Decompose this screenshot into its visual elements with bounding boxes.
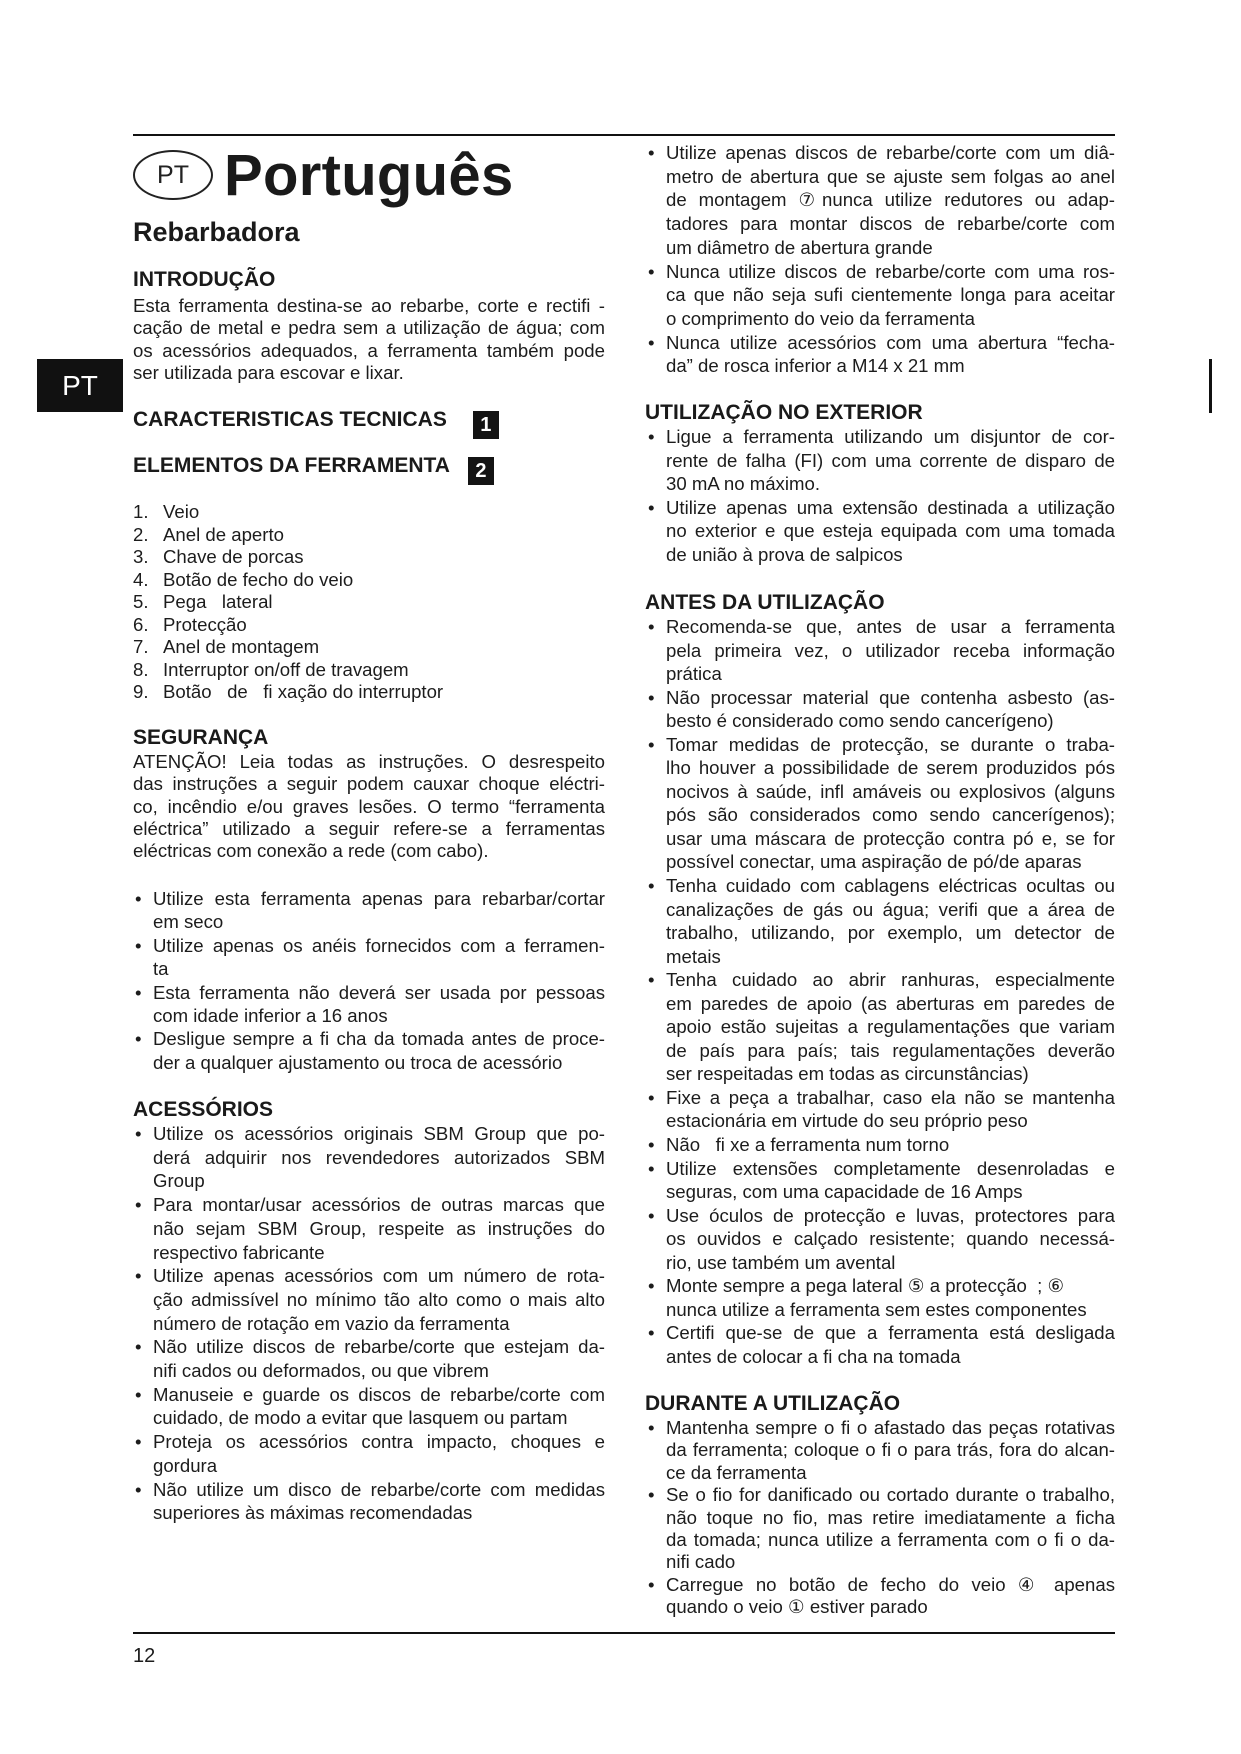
text-line: os acessórios adequados, a ferramenta também pode (133, 339, 605, 361)
side-tab-label: PT (62, 369, 98, 401)
bullet-line: pela primeira vez, o utilizador receba informação (666, 639, 1115, 661)
text-line: cação de metal e pedra sem a utilização de água; com (133, 317, 605, 339)
seguranca-bullets (135, 887, 605, 1074)
list-item-text: Protecção (163, 613, 247, 635)
list-item-text: Anel de aperto (163, 523, 284, 545)
figure-ref-badge: 2 (468, 457, 494, 485)
bullet-item (135, 1383, 605, 1430)
bullet-line: da tomada; nunca utilize a ferramenta com o fi o da- (666, 1529, 1115, 1551)
bullet-line: apoio estão sujeitas a regulamentações que variam (666, 1016, 1115, 1038)
bullet-line: ser respeitadas em todas as circunstâncias) (666, 1063, 1029, 1085)
bullet-line: possível conectar, uma aspiração de pó/de aparas (666, 851, 1082, 873)
bullet-line: gordura (153, 1454, 218, 1476)
acessorios-bullets (135, 1122, 605, 1525)
elementos-heading (133, 453, 494, 485)
bullet-line: metais (666, 945, 721, 967)
bullet-item (135, 1122, 605, 1193)
bullet-line: • Não fi xe a ferramenta num torno (666, 1134, 950, 1156)
bullet-line: estacionária em virtude do seu próprio peso (666, 1110, 1028, 1132)
bullet-item (648, 1204, 1115, 1275)
bullet-line: prática (666, 663, 722, 685)
bullet-line: cuidado, de modo a evitar que lasquem ou partam (153, 1407, 568, 1429)
bullet-item (135, 1335, 605, 1382)
bullet-line: • Mantenha sempre o fi o afastado das peças rotativas (666, 1417, 1115, 1438)
bullet-line: não toque no fio, mas retire imediatamente a ficha (666, 1506, 1115, 1528)
bullet-line: ca que não seja sufi cientemente longa para aceitar (666, 284, 1115, 306)
bullet-line: • Use óculos de protecção e luvas, protectores para (666, 1204, 1115, 1226)
bullet-line: de união à prova de salpicos (666, 543, 903, 565)
language-badge-label: PT (157, 160, 189, 189)
bullet-item (648, 733, 1115, 874)
bullet-line: não sejam SBM Group, respeite as instruções do (153, 1217, 605, 1239)
bullet-item (135, 1027, 605, 1074)
bullet-line: da ferramenta; coloque o fi o para trás, fora do alcan- (666, 1439, 1115, 1461)
list-item-number: 9. (133, 681, 149, 702)
bullet-line: nocivos à saúde, infl amáveis ou explosivos (alguns (666, 780, 1115, 802)
bullet-line: • Desligue sempre a fi cha da tomada antes de proce- (153, 1028, 605, 1050)
montagem-bullets (648, 141, 1115, 378)
bullet-line: • Utilize extensões completamente desenroladas e (666, 1157, 1115, 1179)
bullet-line: • Manuseie e guarde os discos de rebarbe/corte com (153, 1383, 605, 1405)
bullet-line: ce da ferramenta (666, 1461, 807, 1483)
bullet-line: • Recomenda-se que, antes de usar a ferramenta (666, 616, 1115, 637)
bullet-line: • Proteja os acessórios contra impacto, choques e (153, 1431, 605, 1453)
bullet-line: • Não utilize um disco de rebarbe/corte com medidas (153, 1478, 605, 1500)
introducao-heading: INTRODUÇÃO (133, 268, 276, 291)
bullet-line: • Não processar material que contenha asbesto (as- (666, 686, 1115, 708)
antes-bullets (648, 615, 1115, 1369)
numbered-list-item (133, 659, 605, 682)
bullet-line: nifi cados ou deformados, ou que vibrem (153, 1360, 489, 1382)
bullet-line: • Utilize os acessórios originais SBM Group que po- (153, 1123, 605, 1144)
bullet-line: quando o veio ① estiver parado (666, 1596, 928, 1618)
page-number: 12 (133, 1645, 156, 1667)
bullet-line: • Nunca utilize acessórios com uma abertura “fecha- (666, 331, 1115, 353)
bullet-item (648, 1133, 1115, 1157)
bullet-line: • Não utilize discos de rebarbe/corte que estejam da- (153, 1336, 605, 1358)
bullet-item (135, 1193, 605, 1264)
bullet-line: da” de rosca inferior a M14 x 21 mm (666, 355, 965, 377)
bullet-item (648, 331, 1115, 378)
bullet-line: nifi cado (666, 1551, 736, 1573)
bullet-line: pós são considerados como sendo cancerígenos); (666, 804, 1115, 826)
bullet-line: • Fixe a peça a trabalhar, caso ela não se mantenha (666, 1086, 1115, 1108)
numbered-list-item (133, 501, 605, 524)
bullet-item (648, 141, 1115, 260)
numbered-list-item (133, 681, 605, 704)
bullet-line: os ouvidos e calçado resistente; quando necessá- (666, 1228, 1115, 1250)
list-item-number: 4. (133, 568, 149, 590)
numbered-list-item (133, 546, 605, 569)
bullet-item (648, 425, 1115, 496)
caracteristicas-heading (133, 407, 499, 439)
text-line: eléctricas com conexão a rede (com cabo). (133, 840, 489, 862)
bullet-item (648, 1157, 1115, 1204)
text-line: ser utilizada para escovar e lixar. (133, 362, 404, 384)
bullet-item (648, 1086, 1115, 1133)
bullet-line: • Utilize apenas uma extensão destinada a utilização (666, 496, 1115, 518)
bullet-line: rio, use também um avental (666, 1251, 896, 1273)
numbered-list-item (133, 636, 605, 659)
list-item-number: 2. (133, 523, 149, 545)
seguranca-paragraph (133, 751, 605, 862)
bullet-item (135, 887, 605, 934)
bullet-item (135, 1478, 605, 1525)
bullet-line: no exterior e que esteja equipada com uma tomada (666, 520, 1115, 542)
bullet-line: trabalho, utilizando, por exemplo, um detector de (666, 922, 1115, 944)
bullet-line: seguras, com uma capacidade de 16 Amps (666, 1181, 1023, 1203)
bullet-item (135, 1430, 605, 1477)
durante-bullets (648, 1417, 1115, 1619)
bullet-line: besto é considerado como sendo cancerígeno) (666, 710, 1054, 732)
seguranca-heading: SEGURANÇA (133, 726, 269, 749)
bullet-line: tadores para montar discos de rebarbe/corte com (666, 213, 1115, 235)
language-side-tab (37, 359, 123, 412)
bullet-line: de país para país; tais regulamentações deverão (666, 1039, 1115, 1061)
bullet-line: de montagem ⑦nunca utilize redutores ou adap- (666, 189, 1115, 211)
text-line: eléctrica” utilizado a seguir refere-se a ferramentas (133, 817, 605, 839)
numbered-list-item (133, 614, 605, 637)
list-item-number: 3. (133, 546, 149, 567)
bottom-rule (133, 1632, 1115, 1634)
text-line: Esta ferramenta destina-se ao rebarbe, corte e rectifi - (133, 295, 605, 316)
bullet-line: em seco (153, 911, 224, 933)
bullet-item (648, 496, 1115, 567)
bullet-line: um diâmetro de abertura grande (666, 236, 933, 258)
bullet-line: • Para montar/usar acessórios de outras marcas que (153, 1194, 605, 1216)
bullet-item (648, 1484, 1115, 1574)
bullet-line: • Carregue no botão de fecho do veio ④ apenas (666, 1573, 1115, 1595)
text-line: ATENÇÃO! Leia todas as instruções. O desrespeito (133, 751, 605, 772)
numbered-list-item (133, 569, 605, 592)
list-item-text: Chave de porcas (163, 546, 304, 567)
list-item-number: 1. (133, 501, 149, 522)
bullet-line: Group (153, 1170, 205, 1192)
list-item-text: Botão de fi xação do interruptor (163, 681, 444, 702)
language-badge (133, 150, 213, 200)
bullet-item (648, 686, 1115, 733)
bullet-line: superiores às máximas recomendadas (153, 1502, 473, 1524)
durante-heading: DURANTE A UTILIZAÇÃO (645, 1392, 901, 1415)
bullet-line: • Utilize apenas discos de rebarbe/corte com um diâ- (666, 142, 1115, 163)
list-item-number: 8. (133, 658, 149, 680)
antes-heading: ANTES DA UTILIZAÇÃO (645, 591, 885, 614)
list-item-text: Pega lateral (163, 591, 273, 612)
text-line: co, incêndio e/ou graves lesões. O termo “ferramenta (133, 795, 605, 817)
bullet-line: usar uma máscara de protecção contra pó e, se for (666, 827, 1115, 849)
bullet-item (648, 1574, 1115, 1619)
bullet-item (135, 934, 605, 981)
bullet-item (648, 1321, 1115, 1368)
list-item-text: Interruptor on/off de travagem (163, 658, 409, 680)
page-subtitle: Rebarbadora (133, 217, 300, 247)
list-item-text: Veio (163, 501, 200, 522)
bullet-item (135, 1264, 605, 1335)
bullet-item (648, 260, 1115, 331)
bullet-item (648, 1417, 1115, 1484)
bullet-line: • Tenha cuidado ao abrir ranhuras, especialmente (666, 969, 1115, 991)
acessorios-heading: ACESSÓRIOS (133, 1098, 274, 1121)
bullet-line: 30 mA no máximo. (666, 473, 820, 495)
bullet-line: com idade inferior a 16 anos (153, 1005, 388, 1027)
bullet-line: • Certifi que-se de que a ferramenta está desligada (666, 1322, 1115, 1344)
bullet-line: ção admissível no mínimo tão alto como o mais alto (153, 1288, 605, 1310)
bullet-line: metro de abertura que se ajuste sem folgas ao anel (666, 165, 1115, 187)
page-title: Português (224, 143, 514, 208)
bullet-line: o comprimento do veio da ferramenta (666, 307, 976, 329)
elementos-list (133, 501, 605, 704)
figure-ref-badge: 1 (473, 411, 499, 439)
bullet-line: antes de colocar a fi cha na tomada (666, 1345, 961, 1367)
bullet-line: • Utilize apenas acessórios com um número de rota- (153, 1265, 605, 1287)
exterior-bullets (648, 425, 1115, 567)
bullet-line: • Se o fio for danificado ou cortado durante o trabalho, (666, 1484, 1115, 1506)
list-item-number: 6. (133, 613, 149, 635)
bullet-line: • Nunca utilize discos de rebarbe/corte com uma ros- (666, 260, 1115, 282)
list-item-text: Anel de montagem (163, 636, 320, 657)
exterior-heading: UTILIZAÇÃO NO EXTERIOR (645, 401, 923, 424)
caracteristicas-heading-text: CARACTERISTICAS TECNICAS (133, 408, 447, 431)
list-item-number: 7. (133, 636, 149, 657)
list-item-text: Botão de fecho do veio (163, 568, 354, 590)
bullet-item (648, 615, 1115, 686)
bullet-item (648, 874, 1115, 968)
bullet-line: em paredes de apoio (as aberturas em paredes de (666, 992, 1115, 1014)
bullet-line: der a qualquer ajustamento ou troca de acessório (153, 1051, 563, 1073)
numbered-list-item (133, 524, 605, 547)
bullet-item (648, 968, 1115, 1086)
bullet-line: número de rotação em vazio da ferramenta (153, 1312, 510, 1334)
bullet-line: rente de falha (FI) com uma corrente de disparo de (666, 449, 1115, 471)
bullet-line: • Esta ferramenta não deverá ser usada por pessoas (153, 981, 605, 1003)
bullet-line: lho houver a possibilidade de serem produzidos pós (666, 757, 1115, 779)
bullet-line: • Utilize esta ferramenta apenas para rebarbar/cortar (153, 888, 605, 909)
introducao-paragraph (133, 295, 605, 385)
bullet-line: ta (153, 958, 169, 980)
text-line: das instruções a seguir podem cauxar choque eléctri- (133, 773, 605, 795)
list-item-number: 5. (133, 591, 149, 612)
bullet-line: • Tomar medidas de protecção, se durante o traba- (666, 733, 1115, 755)
bullet-line: canalizações de gás ou água; verifi que a área de (666, 898, 1115, 920)
bullet-item (135, 981, 605, 1028)
elementos-heading-text: ELEMENTOS DA FERRAMENTA (133, 454, 450, 477)
bullet-line: respectivo fabricante (153, 1241, 325, 1263)
bullet-item (648, 1274, 1115, 1321)
right-margin-bar (1209, 359, 1212, 413)
top-rule (133, 134, 1115, 136)
numbered-list-item (133, 591, 605, 614)
bullet-line: • Monte sempre a pega lateral ⑤ a protecção ; ⑥ (666, 1275, 1065, 1297)
bullet-line: • Tenha cuidado com cablagens eléctricas ocultas ou (666, 875, 1115, 897)
bullet-line: • Ligue a ferramenta utilizando um disjuntor de cor- (666, 426, 1115, 447)
bullet-line: derá adquirir nos revendedores autorizados SBM (153, 1146, 605, 1168)
bullet-line: • Utilize apenas os anéis fornecidos com a ferramen- (153, 934, 605, 956)
bullet-line: nunca utilize a ferramenta sem estes componentes (666, 1298, 1087, 1320)
